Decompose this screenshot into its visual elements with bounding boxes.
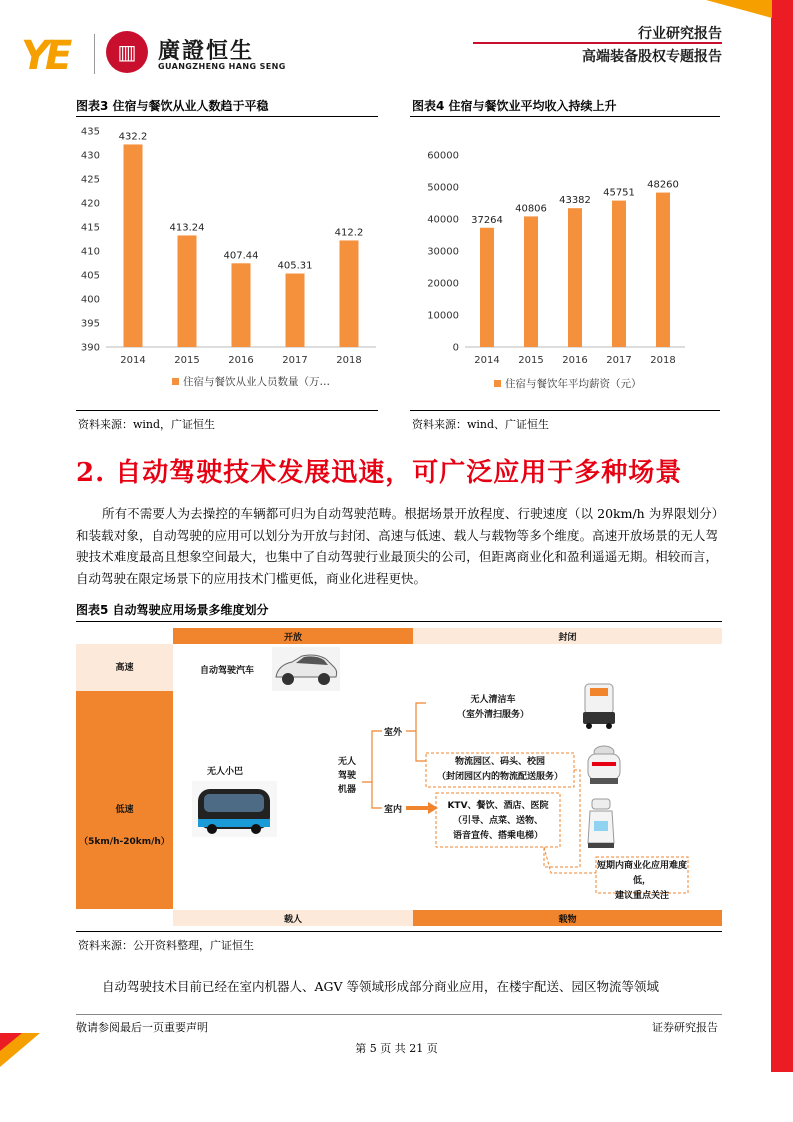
service-text xyxy=(436,799,560,844)
fig4-y-tick: 0 xyxy=(452,342,459,354)
logistics-line-2: （封闭园区内的物流配送服务） xyxy=(436,772,563,782)
cleaner-text xyxy=(428,693,558,723)
service-line-2: （引导、点菜、送物、 xyxy=(452,816,543,826)
company-name-cn: 廣證恒生 xyxy=(158,39,255,64)
fig4-x-tick: 2017 xyxy=(606,355,632,366)
robot-label-line-2: 驾驶 xyxy=(337,771,356,781)
footer-disclaimer: 敬请参阅最后一页重要声明 xyxy=(76,1021,208,1034)
fig3-y-tick: 415 xyxy=(80,222,100,234)
fig4-x-tick: 2015 xyxy=(518,355,544,366)
logo-divider xyxy=(94,34,95,74)
fig4-y-tick: 30000 xyxy=(427,246,459,258)
fig3-y-tick: 400 xyxy=(80,294,100,306)
fig4-data-label: 48260 xyxy=(647,179,679,191)
figure3-source: 资料来源：wind，广证恒生 xyxy=(78,418,216,431)
figure4-chart xyxy=(410,140,720,400)
fig4-bar xyxy=(480,228,494,347)
indoor-label: 室内 xyxy=(384,805,403,815)
fig4-data-label: 40806 xyxy=(515,203,547,215)
fig4-y-tick: 10000 xyxy=(427,310,459,322)
scenario-diagram xyxy=(76,627,722,926)
fig3-y-tick: 395 xyxy=(80,318,100,330)
right-red-bar xyxy=(771,0,793,1072)
section-paragraph-2: 自动驾驶技术目前已经在室内机器人、AGV 等领域形成部分商业应用，在楼宇配送、园区物流等领域 xyxy=(102,979,660,994)
report-title: 高端装备股权专题报告 xyxy=(582,49,722,65)
figure4-source-rule xyxy=(410,410,720,411)
focus-line-2: 建议重点关注 xyxy=(614,891,669,901)
figure3-chart xyxy=(76,120,382,398)
fig4-y-tick: 40000 xyxy=(427,214,459,226)
fig4-y-tick: 20000 xyxy=(427,278,459,290)
fig3-x-tick: 2017 xyxy=(282,355,308,366)
figure5-title-rule xyxy=(76,621,722,622)
robot-label-line-1: 无人 xyxy=(337,757,356,767)
open-label: 开放 xyxy=(283,633,302,643)
service-line-1: KTV、餐饮、酒店、医院 xyxy=(447,801,549,811)
outdoor-label: 室外 xyxy=(384,728,403,738)
footer-rule xyxy=(76,1014,722,1015)
fig4-bar xyxy=(568,208,582,347)
fig3-bar xyxy=(286,274,305,347)
fig3-bar xyxy=(178,235,197,347)
fig4-bar xyxy=(612,201,626,347)
fig4-legend-swatch xyxy=(494,380,501,387)
fig4-data-label: 45751 xyxy=(603,187,635,199)
service-robot-icon xyxy=(584,797,618,851)
fig3-y-tick: 425 xyxy=(80,174,100,186)
fig3-y-tick: 420 xyxy=(80,198,100,210)
fig3-legend-label: 住宿与餐饮从业人员数量（万… xyxy=(183,376,330,388)
delivery-robot-icon xyxy=(582,744,626,788)
bus-label: 无人小巴 xyxy=(207,767,244,777)
fig3-data-label: 432.2 xyxy=(118,131,148,143)
fig3-y-tick: 390 xyxy=(80,342,100,354)
logistics-line-1: 物流园区、码头、校园 xyxy=(454,757,545,767)
fig3-bar xyxy=(124,144,143,347)
fig3-data-label: 407.44 xyxy=(223,250,259,262)
section-paragraph-1: 所有不需要人为去操控的车辆都可归为自动驾驶范畴。根据场景开放程度、行驶速度（以 20km/h 为界限划分）和装载对象，自动驾驶的应用可以划分为开放与封闭、高速与低速、载人与载物等多个维度。高速开放场景的无人驾驶技术难度最高且想象空间最大，也集中了自动驾驶行业最顶尖的公司，但距离商业化和盈利遥遥无期。相较而言，自动驾驶在限定场景下的应用技术门槛更低，商业化进程更快。 xyxy=(76,506,718,586)
top-right-corner-decoration xyxy=(706,0,772,18)
figure4-source: 资料来源：wind、广证恒生 xyxy=(412,418,550,431)
logo-mark: YE xyxy=(21,33,68,79)
figure4-title-rule xyxy=(410,116,720,117)
fig3-data-label: 412.2 xyxy=(334,227,364,239)
cleaning-robot-icon xyxy=(579,680,619,730)
fig3-data-label: 405.31 xyxy=(277,260,313,272)
fig3-y-tick: 435 xyxy=(80,126,100,138)
highspeed-label: 高速 xyxy=(115,663,134,673)
fig4-legend-label: 住宿与餐饮年平均薪资（元） xyxy=(505,378,642,390)
footer-page-number: 第 5 页 共 21 页 xyxy=(355,1042,438,1055)
car-label: 自动驾驶汽车 xyxy=(200,666,255,676)
fig4-x-tick: 2018 xyxy=(650,355,676,366)
figure3-source-rule xyxy=(76,410,378,411)
robot-label-line-3: 机器 xyxy=(337,785,356,795)
closed-label: 封闭 xyxy=(558,633,577,643)
focus-text xyxy=(596,859,688,904)
bottom-left-corner-accent xyxy=(0,1033,22,1051)
figure5-source: 资料来源：公开资料整理，广证恒生 xyxy=(78,939,254,952)
fig4-x-tick: 2016 xyxy=(562,355,588,366)
fig4-bar xyxy=(524,216,538,347)
lowspeed-range: （5km/h-20km/h） xyxy=(79,837,170,847)
fig3-y-tick: 430 xyxy=(80,150,100,162)
figure3-title-rule xyxy=(76,116,378,117)
section-title: 2. 自动驾驶技术发展迅速，可广泛应用于多种场景 xyxy=(76,458,683,488)
fig3-legend-swatch xyxy=(172,378,179,385)
fig4-data-label: 37264 xyxy=(471,214,503,226)
company-name-en: GUANGZHENG HANG SENG xyxy=(158,62,286,71)
fig4-y-tick: 60000 xyxy=(427,150,459,162)
cargo-label: 载物 xyxy=(558,915,577,925)
logo-badge-icon: ▥ xyxy=(106,31,148,73)
service-line-3: 语音宣传、搭乘电梯） xyxy=(452,831,543,841)
fig3-data-label: 413.24 xyxy=(169,222,205,234)
report-type: 行业研究报告 xyxy=(638,26,722,42)
figure4-title: 图表4 住宿与餐饮业平均收入持续上升 xyxy=(412,99,617,113)
footer-report-kind: 证券研究报告 xyxy=(652,1021,718,1034)
fig3-bar xyxy=(340,240,359,347)
fig4-x-tick: 2014 xyxy=(474,355,500,366)
fig3-y-tick: 405 xyxy=(80,270,100,282)
fig3-y-tick: 410 xyxy=(80,246,100,258)
fig4-data-label: 43382 xyxy=(559,195,591,207)
figure5-source-rule xyxy=(76,931,722,932)
figure5-title: 图表5 自动驾驶应用场景多维度划分 xyxy=(76,603,269,617)
fig4-y-tick: 50000 xyxy=(427,182,459,194)
fig3-x-tick: 2018 xyxy=(336,355,362,366)
focus-line-1: 短期内商业化应用难度低， xyxy=(596,861,687,886)
fig3-x-tick: 2015 xyxy=(174,355,200,366)
lowspeed-label: 低速 xyxy=(115,805,134,815)
cleaner-line-2: （室外清扫服务） xyxy=(456,710,529,720)
fig3-x-tick: 2014 xyxy=(120,355,146,366)
fig3-x-tick: 2016 xyxy=(228,355,254,366)
fig3-bar xyxy=(232,263,251,347)
logistics-text xyxy=(426,755,574,785)
passenger-label: 载人 xyxy=(283,915,302,925)
figure3-title: 图表3 住宿与餐饮从业人数趋于平稳 xyxy=(76,99,269,113)
header-rule xyxy=(473,42,722,44)
fig4-bar xyxy=(656,193,670,347)
cleaner-line-1: 无人清洁车 xyxy=(470,695,516,705)
